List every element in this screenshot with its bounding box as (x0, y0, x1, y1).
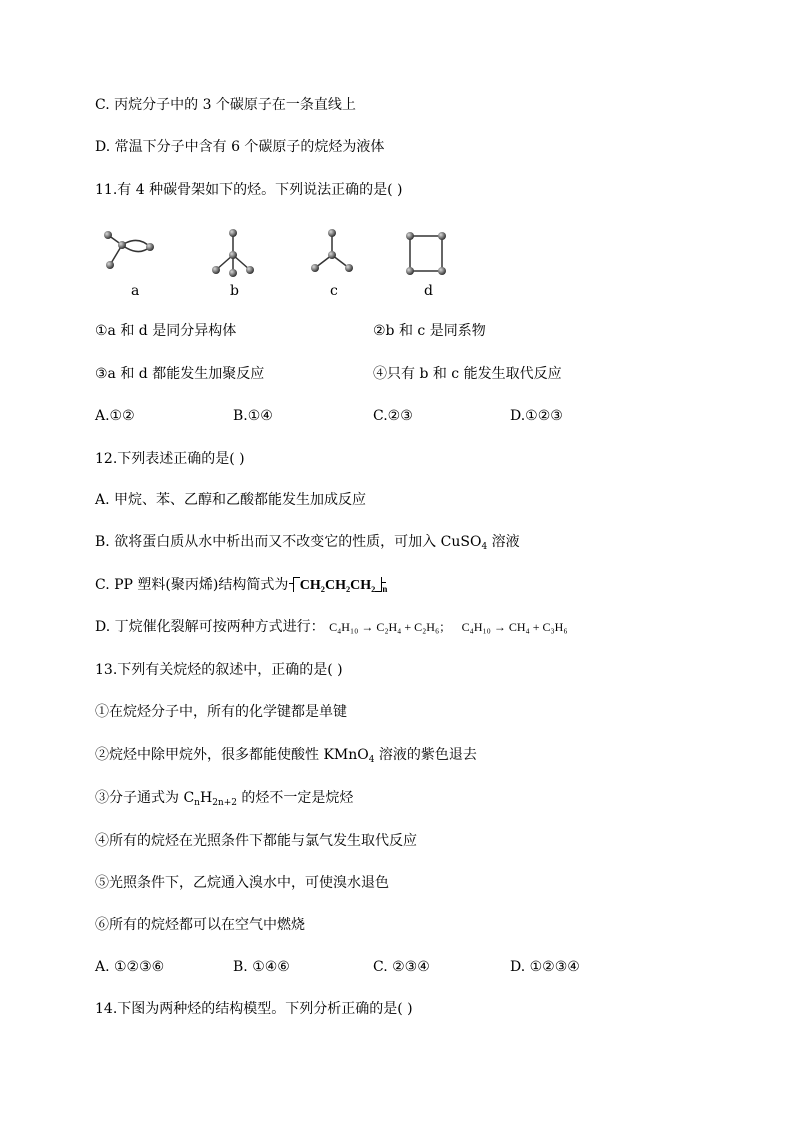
molecule-d-skeleton (402, 225, 452, 280)
q12-option-b-sub: 4 (481, 542, 488, 552)
q12-option-b-end: 溶液 (487, 534, 520, 550)
q12-option-d (95, 617, 568, 637)
q13-statement-3-n: n (194, 798, 200, 808)
q11-choice-c: C.②③ (373, 408, 413, 424)
q13-statement-5: ⑤光照条件下，乙烷通入溴水中，可使溴水退色 (95, 875, 389, 891)
q13-stem: 13.下列有关烷烃的叙述中，正确的是( ) (95, 662, 343, 678)
q13-choice-c: C. ②③④ (373, 959, 430, 975)
q12-option-a: A. 甲烷、苯、乙醇和乙酸都能发生加成反应 (95, 492, 367, 508)
q12-option-b (95, 532, 520, 557)
q11-choice-b: B.①④ (233, 408, 273, 424)
q13-statement-3-h: H (199, 790, 213, 806)
q13-statement-3-end: 的烃不一定是烷烃 (236, 790, 354, 806)
label-a: a (131, 283, 140, 299)
q13-choice-b: B. ①④⑥ (233, 959, 290, 975)
q12-option-b-text: B. 欲将蛋白质从水中析出而又不改变它的性质，可加入 CuSO (95, 534, 482, 550)
q13-choice-d: D. ①②③④ (510, 959, 580, 975)
pp-n: n (382, 584, 388, 594)
q13-statement-3-text: ③分子通式为 C (95, 790, 195, 806)
q12-option-d-text: D. 丁烷催化裂解可按两种方式进行： (95, 619, 325, 635)
pp-bracket-right (375, 577, 382, 592)
q11-choice-d: D.①②③ (510, 408, 563, 424)
q13-statement-3 (95, 788, 353, 813)
molecule-c-skeleton (307, 225, 357, 275)
label-c: c (330, 283, 338, 299)
q13-statement-3-sub: 2n+2 (212, 798, 237, 808)
q12-option-c-text: C. PP 塑料(聚丙烯)结构简式为 (95, 577, 289, 593)
q13-statement-1: ①在烷烃分子中，所有的化学键都是单键 (95, 704, 347, 720)
q11-statement-3: ③a 和 d 都能发生加聚反应 (95, 366, 265, 382)
q13-choice-a: A. ①②③⑥ (95, 959, 165, 975)
q11-statement-4: ④只有 b 和 c 能发生取代反应 (373, 366, 562, 382)
q13-statement-2-end: 溶液的紫色退去 (374, 747, 477, 763)
q11-choice-a: A.①② (95, 408, 135, 424)
cracking-eq-1: C₄H₁₀ → C₂H₄ + C₂H₆； (329, 620, 452, 634)
q13-statement-4: ④所有的烷烃在光照条件下都能与氯气发生取代反应 (95, 833, 417, 849)
q10-option-d: D. 常温下分子中含有 6 个碳原子的烷烃为液体 (95, 139, 385, 155)
label-b: b (230, 283, 239, 299)
molecule-b-skeleton (208, 225, 258, 280)
q14-stem: 14.下图为两种烃的结构模型。下列分析正确的是( ) (95, 1001, 413, 1017)
molecule-a-skeleton (100, 225, 160, 275)
q13-statement-2-text: ②烷烃中除甲烷外，很多都能使酸性 KMnO (95, 747, 369, 763)
q13-statement-2 (95, 745, 477, 770)
q13-statement-6: ⑥所有的烷烃都可以在空气中燃烧 (95, 917, 305, 933)
q10-option-c: C. 丙烷分子中的 3 个碳原子在一条直线上 (95, 97, 356, 113)
q12-stem: 12.下列表述正确的是( ) (95, 451, 245, 467)
pp-formula-text: CH₂CH₂CH₂ (299, 578, 376, 593)
q11-statement-2: ②b 和 c 是同系物 (373, 323, 486, 339)
q13-statement-2-sub: 4 (368, 755, 375, 765)
q12-option-c (95, 575, 387, 599)
label-d: d (424, 283, 433, 299)
q11-statement-1: ①a 和 d 是同分异构体 (95, 323, 237, 339)
q11-stem: 11.有 4 种碳骨架如下的烃。下列说法正确的是( ) (95, 182, 403, 198)
pp-bracket-left (293, 577, 300, 592)
pp-formula (293, 578, 388, 593)
cracking-eq-2: C₄H₁₀ → CH₄ + C₃H₆ (461, 620, 568, 634)
